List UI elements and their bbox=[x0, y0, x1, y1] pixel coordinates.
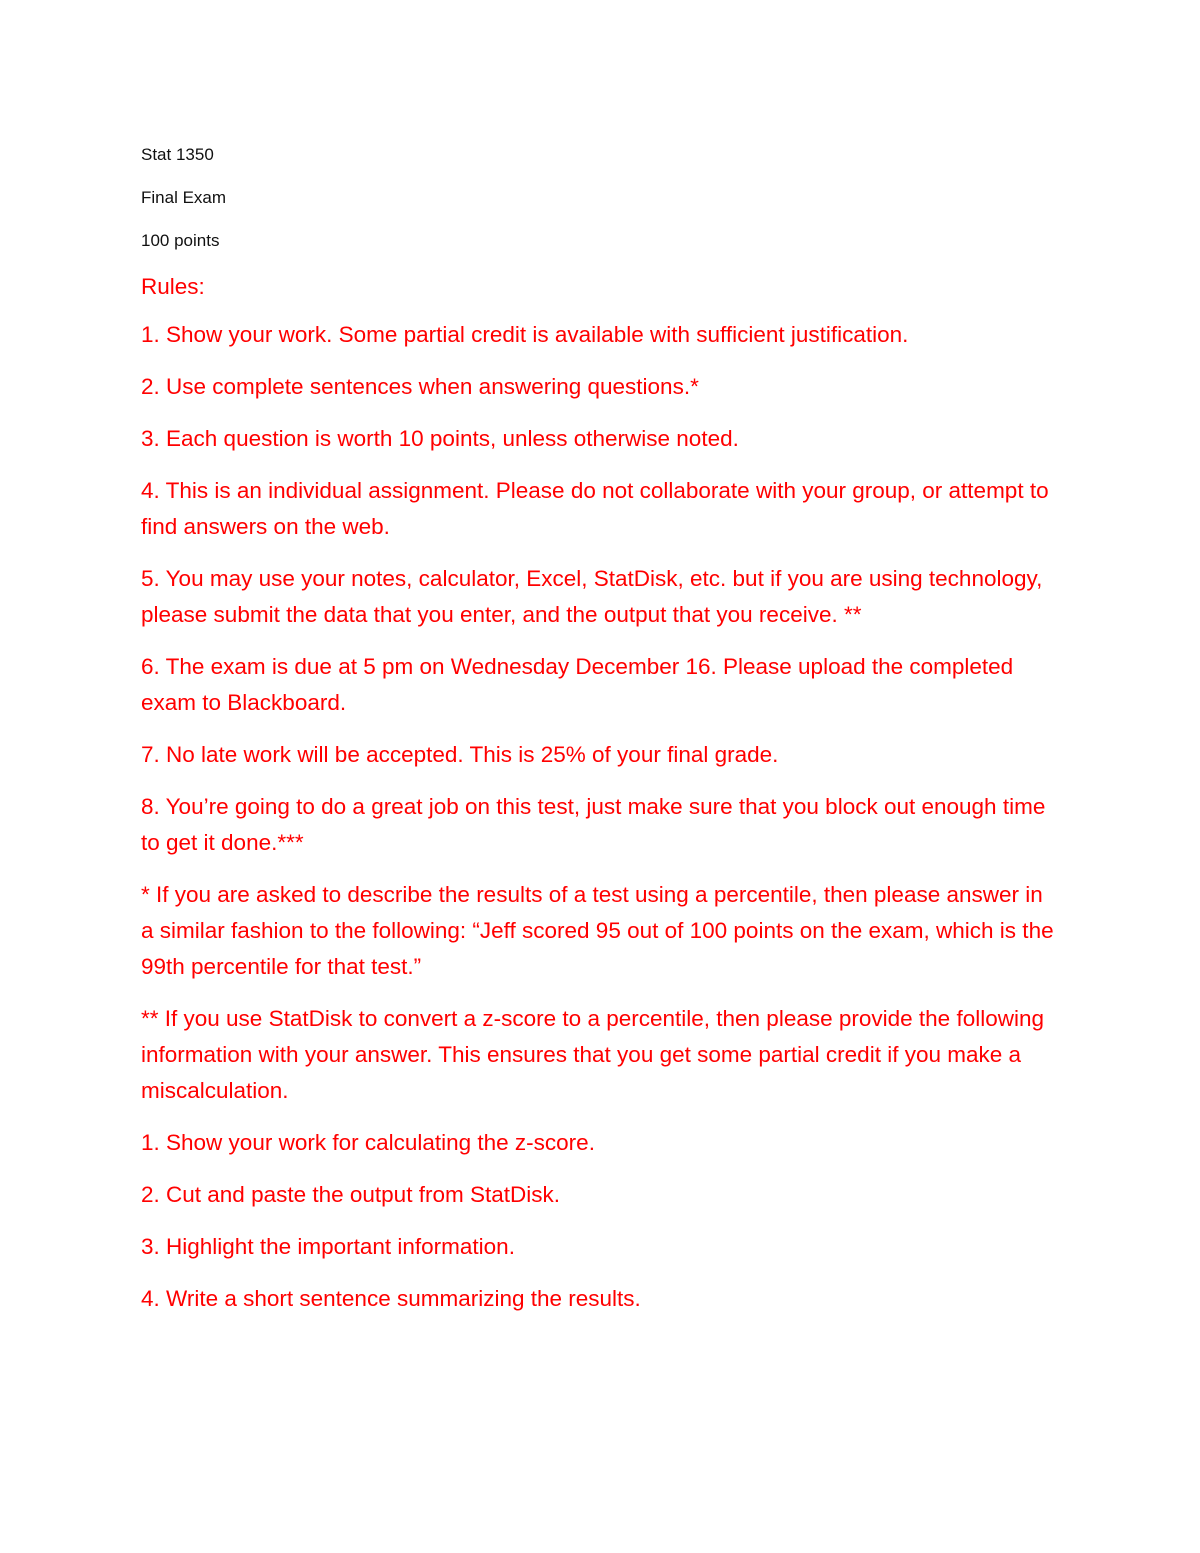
exam-title: Final Exam bbox=[141, 188, 227, 207]
rule-item: 6. The exam is due at 5 pm on Wednesday December 16. Please upload the completed exam to Blackboard. bbox=[141, 654, 1014, 715]
rule-item: 3. Each question is worth 10 points, unless otherwise noted. bbox=[141, 426, 739, 451]
course-title: Stat 1350 bbox=[141, 145, 214, 164]
rule-item: 5. You may use your notes, calculator, Excel, StatDisk, etc. but if you are using technology, please submit the data that you enter, and the output that you receive. ** bbox=[141, 566, 1043, 627]
rule-item: 8. You’re going to do a great job on this test, just make sure that you block out enough time to get it done.*** bbox=[141, 794, 1046, 855]
rule-item: 7. No late work will be accepted. This is 25% of your final grade. bbox=[141, 742, 779, 767]
document-body bbox=[141, 140, 1061, 1333]
rule-item: 2. Use complete sentences when answering questions.* bbox=[141, 374, 699, 399]
statdisk-step: 2. Cut and paste the output from StatDisk. bbox=[141, 1182, 560, 1207]
statdisk-step: 3. Highlight the important information. bbox=[141, 1234, 515, 1259]
rules-heading: Rules: bbox=[141, 274, 205, 299]
footnote-double-star: ** If you use StatDisk to convert a z-score to a percentile, then please provide the following information with your answer. This ensures that you get some partial credit if you make a miscalculation. bbox=[141, 1006, 1044, 1103]
statdisk-step: 1. Show your work for calculating the z-score. bbox=[141, 1130, 595, 1155]
footnote-single-star: * If you are asked to describe the results of a test using a percentile, then please answer in a similar fashion to the following: “Jeff scored 95 out of 100 points on the exam, which is the 99th percentile for that test.” bbox=[141, 882, 1054, 979]
statdisk-step: 4. Write a short sentence summarizing the results. bbox=[141, 1286, 641, 1311]
rule-item: 1. Show your work. Some partial credit is available with sufficient justification. bbox=[141, 322, 909, 347]
rule-item: 4. This is an individual assignment. Please do not collaborate with your group, or attempt to find answers on the web. bbox=[141, 478, 1049, 539]
points-total: 100 points bbox=[141, 231, 220, 250]
